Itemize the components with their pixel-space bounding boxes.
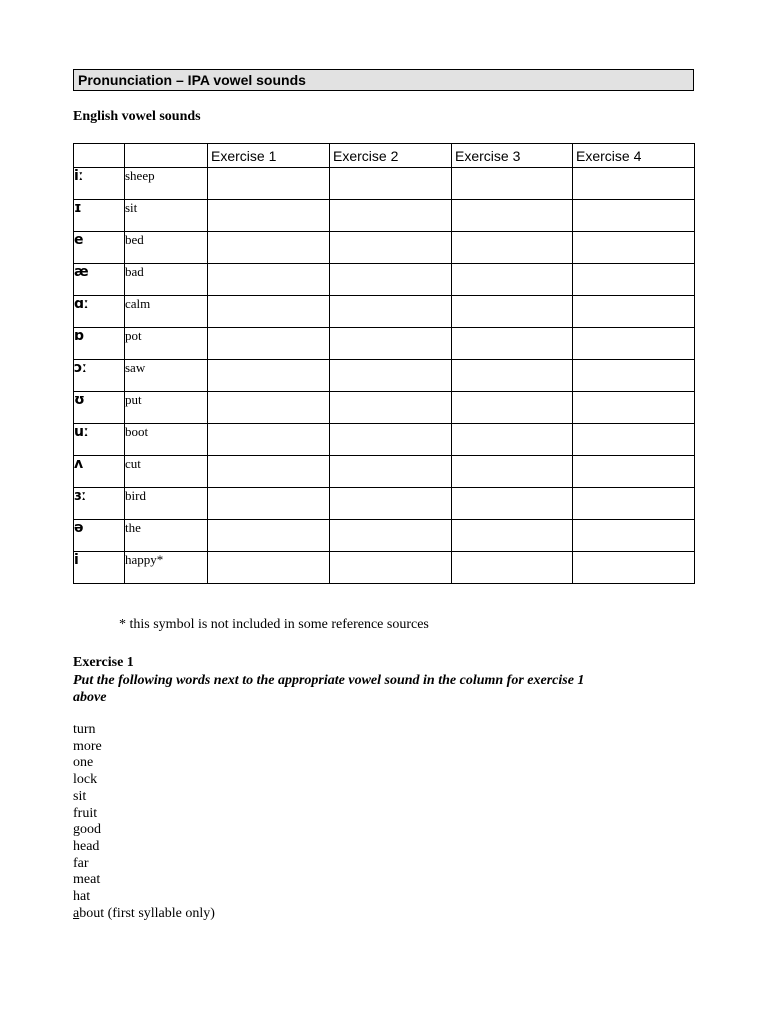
exercise-1-answer-cell[interactable] (208, 200, 330, 232)
list-item: good (73, 822, 101, 838)
exercise-4-answer-cell[interactable] (573, 232, 695, 264)
exercise-3-answer-cell[interactable] (452, 488, 573, 520)
table-row (74, 424, 695, 456)
exercise-1-answer-cell[interactable] (208, 488, 330, 520)
exercise-1-answer-cell[interactable] (208, 168, 330, 200)
vowel-symbol-cell: ɪ (74, 200, 125, 232)
section-title: English vowel sounds (73, 109, 201, 124)
exercise-4-answer-cell[interactable] (573, 488, 695, 520)
table-row (74, 552, 695, 584)
exercise-1-answer-cell[interactable] (208, 456, 330, 488)
list-item: fruit (73, 805, 98, 821)
example-word-cell: pot (125, 328, 208, 360)
table-row (74, 200, 695, 232)
example-word-cell: cut (125, 456, 208, 488)
header-cell-exercise-1: Exercise 1 (208, 144, 330, 168)
vowel-table-body (74, 168, 695, 584)
vowel-symbol-cell: e (74, 232, 125, 264)
vowel-symbol-cell: ɑː (74, 296, 125, 328)
table-row (74, 488, 695, 520)
exercise-1-answer-cell[interactable] (208, 296, 330, 328)
exercise-1-word-list (73, 722, 215, 922)
list-item: far (73, 855, 89, 871)
list-item: head (73, 838, 100, 854)
exercise-3-answer-cell[interactable] (452, 200, 573, 232)
exercise-1-answer-cell[interactable] (208, 328, 330, 360)
exercise-3-answer-cell[interactable] (452, 296, 573, 328)
list-item: sit (73, 788, 87, 804)
exercise-1-answer-cell[interactable] (208, 232, 330, 264)
exercise-2-answer-cell[interactable] (330, 424, 452, 456)
vowel-table (73, 143, 695, 584)
exercise-2-answer-cell[interactable] (330, 520, 452, 552)
table-row (74, 520, 695, 552)
exercise-4-answer-cell[interactable] (573, 424, 695, 456)
example-word-cell: sheep (125, 168, 208, 200)
exercise-4-answer-cell[interactable] (573, 520, 695, 552)
list-item-rest: bout (first syllable only) (79, 905, 215, 921)
exercise-2-answer-cell[interactable] (330, 456, 452, 488)
table-row (74, 456, 695, 488)
example-word-cell: calm (125, 296, 208, 328)
table-row (74, 360, 695, 392)
exercise-2-answer-cell[interactable] (330, 328, 452, 360)
example-word-cell: happy* (125, 552, 208, 584)
exercise-2-answer-cell[interactable] (330, 296, 452, 328)
exercise-3-answer-cell[interactable] (452, 392, 573, 424)
exercise-3-answer-cell[interactable] (452, 424, 573, 456)
exercise-3-answer-cell[interactable] (452, 520, 573, 552)
list-item: meat (73, 872, 101, 888)
exercise-1-instruction: Put the following words next to the appropriate vowel sound in the column for exercise 1 above (73, 673, 585, 705)
list-item: lock (73, 772, 98, 788)
exercise-4-answer-cell[interactable] (573, 200, 695, 232)
table-row (74, 296, 695, 328)
example-word-cell: sit (125, 200, 208, 232)
vowel-symbol-cell: ɔː (74, 360, 125, 392)
vowel-symbol-cell: i (74, 552, 125, 584)
exercise-1-title: Exercise 1 (73, 655, 134, 670)
example-word-cell: put (125, 392, 208, 424)
vowel-symbol-cell: iː (74, 168, 125, 200)
exercise-2-answer-cell[interactable] (330, 264, 452, 296)
list-item: more (73, 738, 102, 754)
exercise-4-answer-cell[interactable] (573, 296, 695, 328)
exercise-3-answer-cell[interactable] (452, 360, 573, 392)
table-row (74, 168, 695, 200)
exercise-1-answer-cell[interactable] (208, 360, 330, 392)
example-word-cell: saw (125, 360, 208, 392)
footnote: * this symbol is not included in some reference sources (119, 617, 429, 632)
header-cell-exercise-4: Exercise 4 (573, 144, 695, 168)
vowel-symbol-cell: ʊ (74, 392, 125, 424)
header-cell-word (125, 144, 208, 168)
exercise-1-answer-cell[interactable] (208, 424, 330, 456)
list-item: turn (73, 722, 96, 737)
vowel-symbol-cell: ə (74, 520, 125, 552)
exercise-1-answer-cell[interactable] (208, 552, 330, 584)
exercise-2-answer-cell[interactable] (330, 360, 452, 392)
exercise-3-answer-cell[interactable] (452, 264, 573, 296)
exercise-2-answer-cell[interactable] (330, 488, 452, 520)
vowel-symbol-cell: æ (74, 264, 125, 296)
exercise-3-answer-cell[interactable] (452, 328, 573, 360)
header-cell-exercise-3: Exercise 3 (452, 144, 573, 168)
vowel-symbol-cell: uː (74, 424, 125, 456)
underlined-letter: a (73, 905, 80, 921)
table-row (74, 264, 695, 296)
exercise-3-answer-cell[interactable] (452, 552, 573, 584)
exercise-1-answer-cell[interactable] (208, 520, 330, 552)
example-word-cell: bed (125, 232, 208, 264)
exercise-4-answer-cell[interactable] (573, 392, 695, 424)
table-row (74, 392, 695, 424)
example-word-cell: bird (125, 488, 208, 520)
vowel-symbol-cell: ʌ (74, 456, 125, 488)
list-item: one (73, 755, 94, 771)
exercise-4-answer-cell[interactable] (573, 456, 695, 488)
exercise-4-answer-cell[interactable] (573, 328, 695, 360)
exercise-2-answer-cell[interactable] (330, 232, 452, 264)
exercise-4-answer-cell[interactable] (573, 264, 695, 296)
exercise-1-answer-cell[interactable] (208, 392, 330, 424)
vowel-symbol-cell: ɜː (74, 488, 125, 520)
exercise-2-answer-cell[interactable] (330, 168, 452, 200)
example-word-cell: the (125, 520, 208, 552)
page-title: Pronunciation – IPA vowel sounds (73, 69, 694, 91)
exercise-4-answer-cell[interactable] (573, 360, 695, 392)
exercise-4-answer-cell[interactable] (573, 552, 695, 584)
header-cell-exercise-2: Exercise 2 (330, 144, 452, 168)
exercise-2-answer-cell[interactable] (330, 552, 452, 584)
list-item (73, 906, 215, 923)
table-row (74, 232, 695, 264)
header-cell-symbol (74, 144, 125, 168)
vowel-symbol-cell: ɒ (74, 328, 125, 360)
exercise-1-answer-cell[interactable] (208, 264, 330, 296)
exercise-2-answer-cell[interactable] (330, 392, 452, 424)
exercise-3-answer-cell[interactable] (452, 456, 573, 488)
exercise-4-answer-cell[interactable] (573, 168, 695, 200)
list-item: hat (73, 889, 91, 905)
table-header-row (74, 144, 695, 168)
table-row (74, 328, 695, 360)
example-word-cell: bad (125, 264, 208, 296)
example-word-cell: boot (125, 424, 208, 456)
exercise-3-answer-cell[interactable] (452, 232, 573, 264)
exercise-3-answer-cell[interactable] (452, 168, 573, 200)
exercise-2-answer-cell[interactable] (330, 200, 452, 232)
